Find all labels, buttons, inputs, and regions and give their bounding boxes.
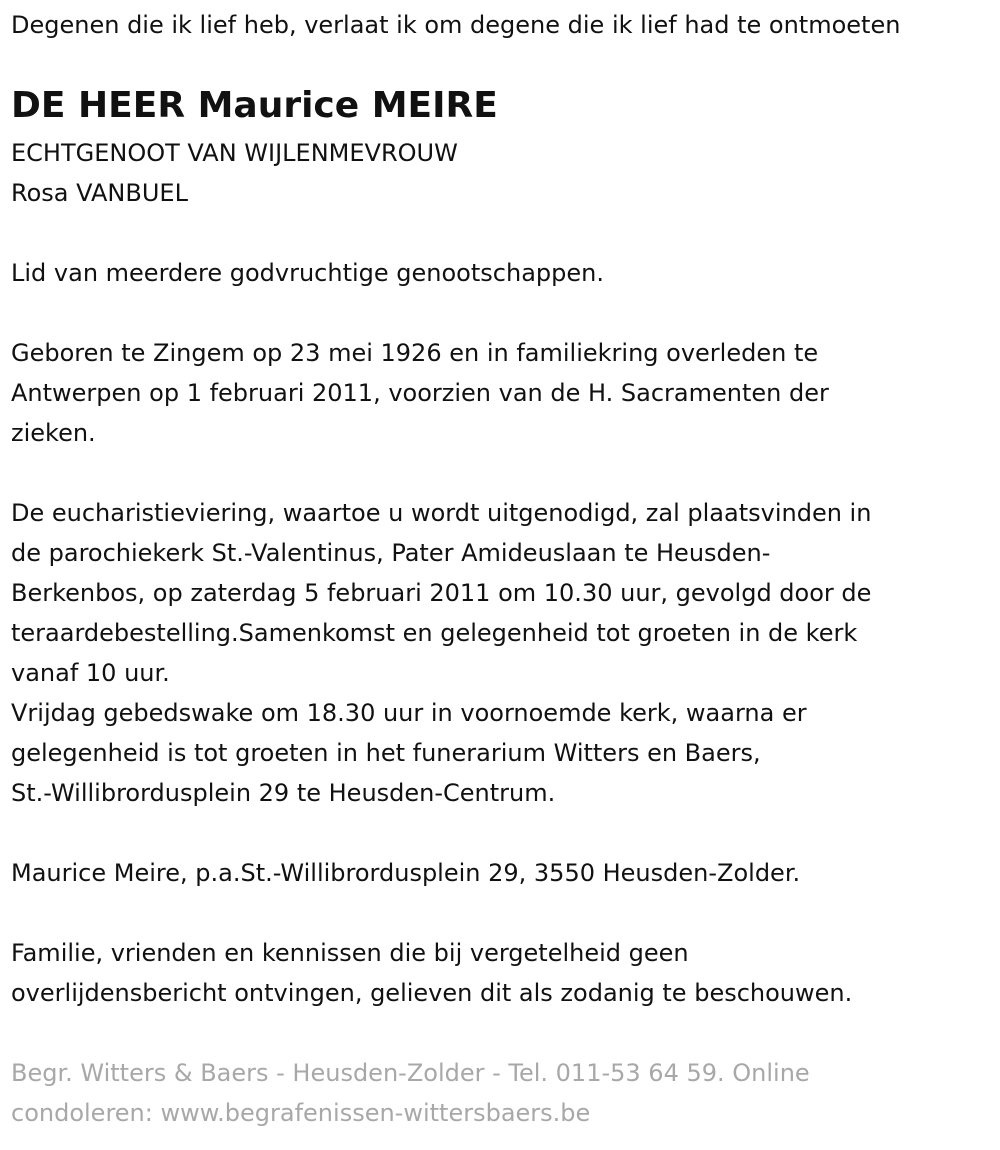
- paragraph-line: de parochiekerk St.-Valentinus, Pater Amideuslaan te Heusden-: [11, 539, 771, 567]
- address-paragraph: [11, 853, 800, 893]
- motto-text: Degenen die ik lief heb, verlaat ik om degene die ik lief had te ontmoeten: [11, 11, 901, 39]
- service-paragraph: [11, 493, 871, 813]
- paragraph-line: Maurice Meire, p.a.St.-Willibrordusplein 29, 3550 Heusden-Zolder.: [11, 859, 801, 887]
- membership-paragraph: [11, 253, 604, 293]
- spouse-line: ECHTGENOOT VAN WIJLENMEVROUW: [11, 139, 458, 167]
- paragraph-line: teraardebestelling.Samenkomst en gelegenheid tot groeten in de kerk: [11, 619, 858, 647]
- paragraph-line: Antwerpen op 1 februari 2011, voorzien van de H. Sacramenten der: [11, 379, 829, 407]
- spouse-block: [11, 133, 458, 213]
- paragraph-line: Lid van meerdere godvruchtige genootschappen.: [11, 259, 604, 287]
- paragraph-line: Familie, vrienden en kennissen die bij vergetelheid geen: [11, 939, 689, 967]
- paragraph-line: vanaf 10 uur.: [11, 659, 170, 687]
- deceased-name-heading: DE HEER Maurice MEIRE: [11, 85, 498, 126]
- footer-line: Begr. Witters & Baers - Heusden-Zolder - Tel. 011-53 64 59. Online: [11, 1059, 810, 1087]
- paragraph-line: zieken.: [11, 419, 96, 447]
- paragraph-line: Geboren te Zingem op 23 mei 1926 en in familiekring overleden te: [11, 339, 819, 367]
- spouse-name: Rosa VANBUEL: [11, 179, 188, 207]
- family-notice-paragraph: [11, 933, 852, 1013]
- paragraph-line: gelegenheid is tot groeten in het funerarium Witters en Baers,: [11, 739, 761, 767]
- paragraph-line: Berkenbos, op zaterdag 5 februari 2011 om 10.30 uur, gevolgd door de: [11, 579, 872, 607]
- funeral-home-footer: [11, 1053, 810, 1133]
- footer-line: condoleren: www.begrafenissen-wittersbaers.be: [11, 1099, 591, 1127]
- paragraph-line: De eucharistieviering, waartoe u wordt uitgenodigd, zal plaatsvinden in: [11, 499, 872, 527]
- birth-death-paragraph: [11, 333, 829, 453]
- paragraph-line: overlijdensbericht ontvingen, gelieven dit als zodanig te beschouwen.: [11, 979, 853, 1007]
- paragraph-line: St.-Willibrordusplein 29 te Heusden-Centrum.: [11, 779, 556, 807]
- paragraph-line: Vrijdag gebedswake om 18.30 uur in voornoemde kerk, waarna er: [11, 699, 807, 727]
